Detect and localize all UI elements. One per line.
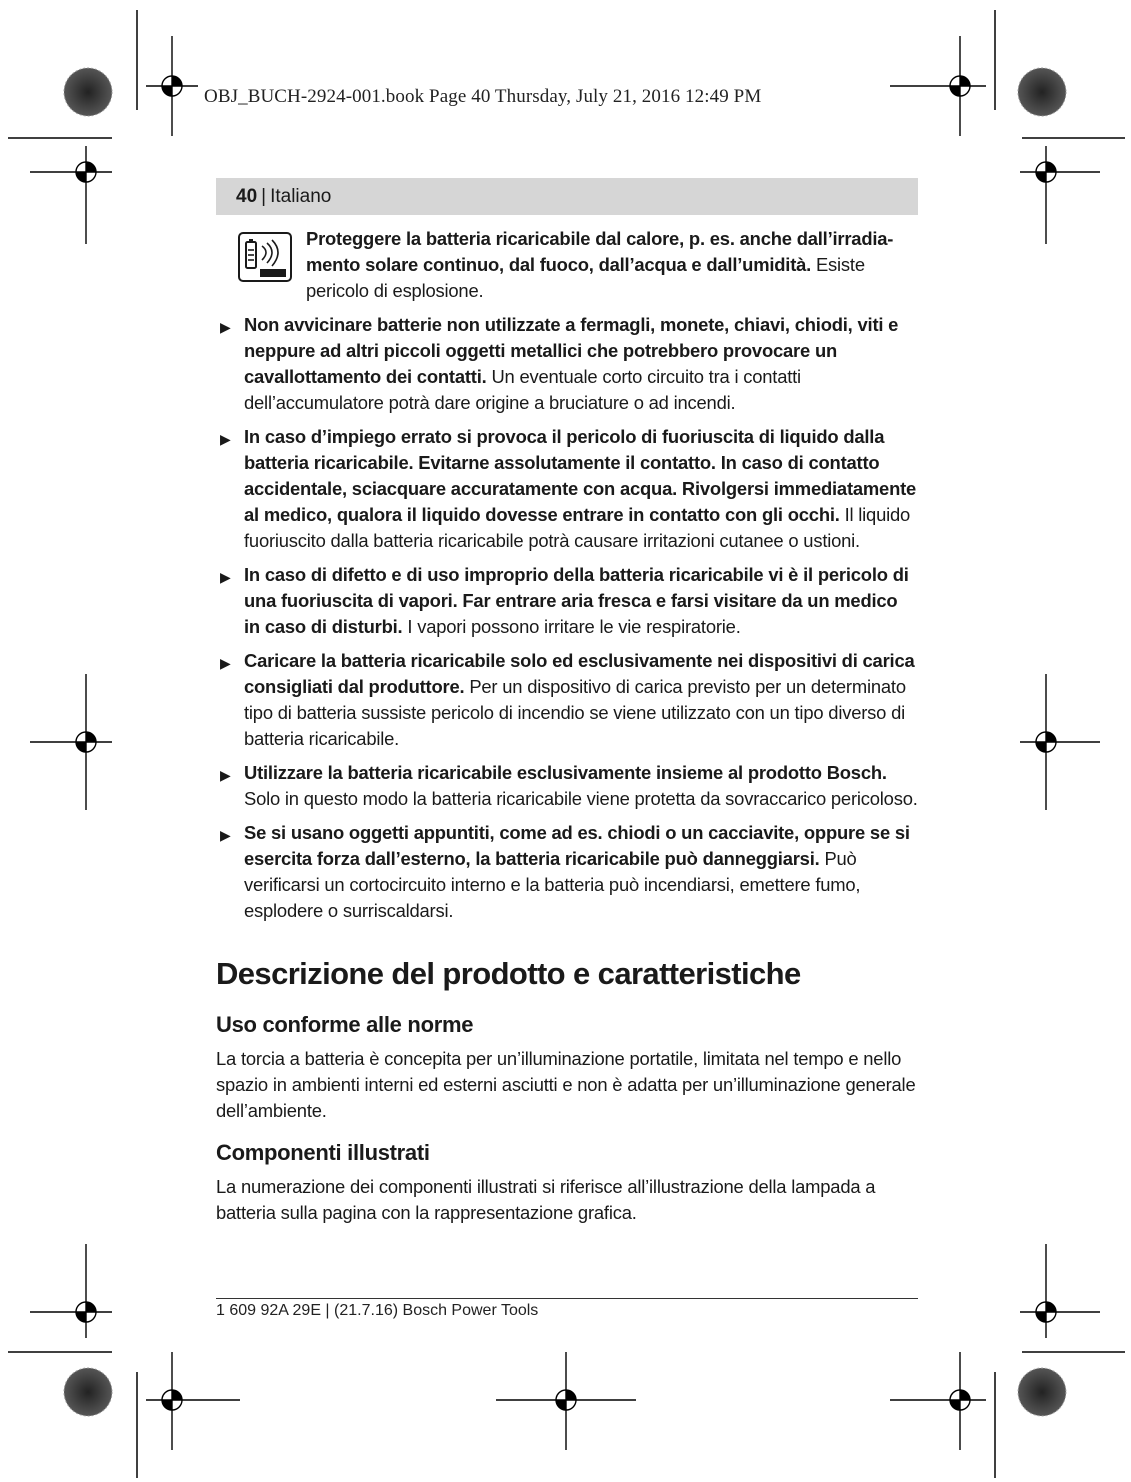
heat-warning	[216, 226, 918, 304]
item-bold: In caso di difetto e di uso improprio della batteria ricaricabile vi è il pericolo di una fuoriuscita di vapori. Far entrare aria fresca e farsi visitare da un medico in caso di disturbi.	[244, 564, 909, 637]
item-bold: Utilizzare la batteria ricaricabile esclusivamente insieme al prodotto Bosch.	[244, 762, 887, 783]
item-bold: Non avvicinare batterie non utilizzate a fermagli, monete, chiavi, chiodi, viti e neppure ad altri piccoli oggetti metallici che potrebbero provocare un cavallottamento dei contatti.	[244, 314, 899, 387]
list-item	[216, 562, 918, 640]
list-item	[216, 648, 918, 752]
triangle-bullet-icon: ▶	[220, 655, 231, 671]
item-bold: Se si usano oggetti appuntiti, come ad es. chiodi o un cacciavite, oppure se si esercita forza dall’esterno, la batteria ricaricabile può danneggiarsi.	[244, 822, 910, 869]
subsection-title-intended-use: Uso conforme alle norme	[216, 1012, 474, 1037]
page-header-bar	[216, 178, 918, 215]
item-normal: Un eventuale corto circuito tra i contatti dell’accumulatore potrà dare origine a bruciature o ad incendi.	[244, 366, 801, 413]
item-normal: Può verificarsi un cortocircuito interno e la batteria può incendiarsi, emettere fumo, esplodere o surriscaldarsi.	[244, 848, 861, 921]
footer-rule	[216, 1298, 918, 1299]
section-title: Descrizione del prodotto e caratteristiche	[216, 956, 801, 991]
print-slug-line: OBJ_BUCH-2924-001.book Page 40 Thursday, July 21, 2016 12:49 PM	[204, 86, 762, 107]
subsection-title-components: Componenti illustrati	[216, 1140, 430, 1165]
triangle-bullet-icon: ▶	[220, 431, 231, 447]
item-normal: Per un dispositivo di carica previsto per un determinato tipo di batteria sussiste pericolo di incendio se viene utilizzato con un tipo diverso di batteria ricaricabile.	[244, 676, 906, 749]
list-item	[216, 312, 918, 416]
heat-warning-text	[306, 226, 918, 304]
list-item	[216, 820, 918, 924]
list-item	[216, 424, 918, 554]
page-content	[216, 226, 918, 1240]
page-number: 40	[236, 185, 258, 207]
triangle-bullet-icon: ▶	[220, 319, 231, 335]
list-item	[216, 760, 918, 812]
triangle-bullet-icon: ▶	[220, 827, 231, 843]
item-normal: Solo in questo modo la batteria ricaricabile viene protetta da sovraccarico pericoloso.	[244, 788, 918, 809]
page-footer: 1 609 92A 29E | (21.7.16) Bosch Power Tools	[216, 1302, 539, 1319]
intended-use-text: La torcia a batteria è concepita per un’illuminazione portatile, limitata nel tempo e nello spazio in ambienti interni ed esterni asciutti e non è adatta per un’illuminazione generale dell’ambiente.	[216, 1048, 916, 1121]
header-separator: |	[261, 185, 267, 207]
item-normal: Il liquido fuoriuscito dalla batteria ricaricabile potrà causare irritazioni cutanee o ustioni.	[244, 504, 911, 551]
battery-heat-warning-icon	[238, 232, 292, 282]
item-normal: I vapori possono irritare le vie respiratorie.	[402, 616, 741, 637]
triangle-bullet-icon: ▶	[220, 767, 231, 783]
heat-warning-bold: Proteggere la batteria ricaricabile dal calore, p. es. anche dall’irradia-mento solare continuo, dal fuoco, dall’acqua e dall’umidità.	[306, 228, 894, 275]
components-text: La numerazione dei componenti illustrati si riferisce all’illustrazione della lampada a batteria sulla pagina con la rappresentazione grafica.	[216, 1176, 876, 1223]
heat-warning-normal: Esiste pericolo di esplosione.	[306, 254, 865, 301]
item-bold: In caso d’impiego errato si provoca il pericolo di fuoriuscita di liquido dalla batteria ricaricabile. Evitarne assolutamente il contatto. In caso di contatto accidentale, sciacquare accuratamente con acqua. Rivolgersi immediatamente al medico, qualora il liquido dovesse entrare in contatto con gli occhi.	[244, 426, 917, 525]
item-bold: Caricare la batteria ricaricabile solo ed esclusivamente nei dispositivi di carica consigliati dal produttore.	[244, 650, 915, 697]
triangle-bullet-icon: ▶	[220, 569, 231, 585]
header-language: Italiano	[270, 185, 332, 207]
